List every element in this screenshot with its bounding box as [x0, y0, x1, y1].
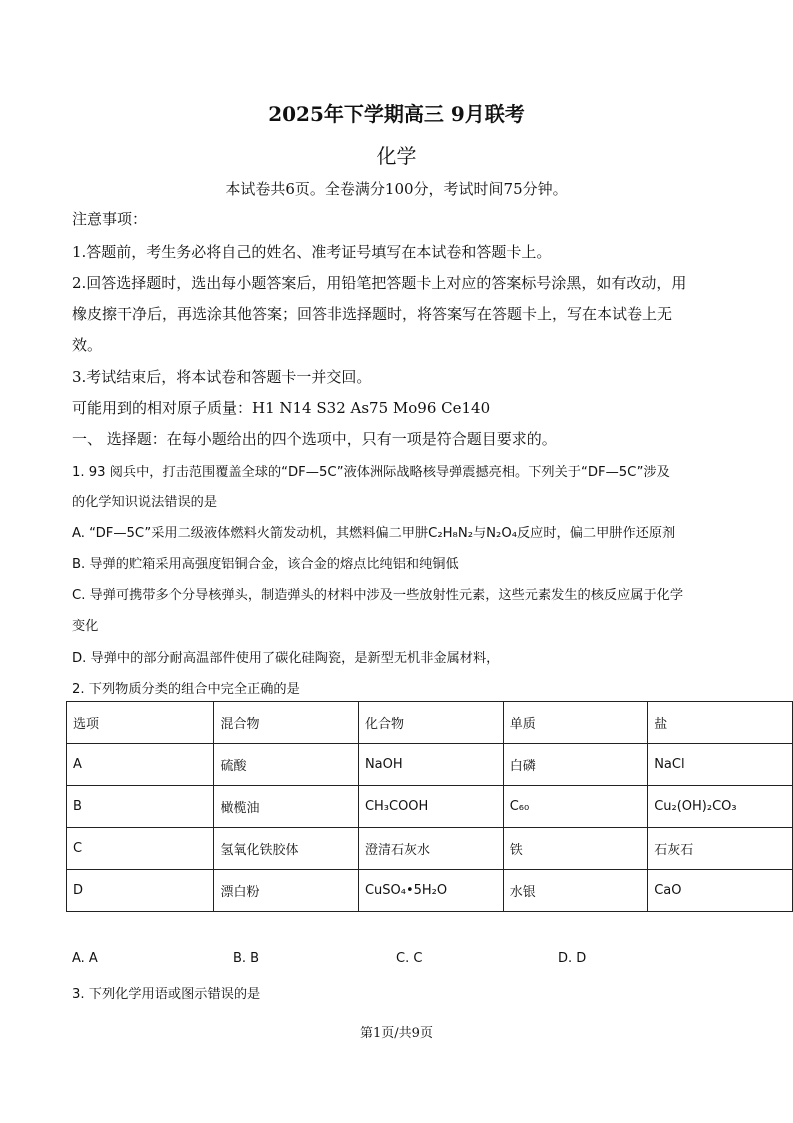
q2-option-b: B. B — [233, 951, 260, 966]
table-cell: 选项 — [67, 702, 214, 744]
table-row — [67, 744, 793, 786]
note-2-line-1: 2.回答选择题时，选出每小题答案后，用铅笔把答题卡上对应的答案标号涂黑，如有改动，用 — [72, 274, 687, 292]
table-cell: NaCl — [648, 744, 793, 786]
table-cell: D — [67, 870, 214, 912]
q2-option-d: D. D — [558, 951, 587, 966]
table-cell: CuSO₄•5H₂O — [358, 870, 503, 912]
atomic-masses: 可能用到的相对原子质量：H1 N14 S32 As75 Mo96 Ce140 — [72, 399, 491, 417]
table-row — [67, 786, 793, 828]
classification-table — [66, 701, 793, 912]
table-cell: 化合物 — [358, 702, 503, 744]
table-cell: 澄清石灰水 — [358, 828, 503, 870]
exam-intro: 本试卷共6页。全卷满分100分，考试时间75分钟。 — [225, 180, 568, 198]
table-cell: 石灰石 — [648, 828, 793, 870]
page-footer: 第1页/共9页 — [360, 1026, 433, 1041]
q1-option-a: A. “DF—5C”采用二级液体燃料火箭发动机，其燃料偏二甲肼C₂H₈N₂与N₂O₄反应时，偏二甲肼作还原剂 — [72, 526, 676, 541]
q1-stem-line-1: 1. 93 阅兵中，打击范围覆盖全球的“DF—5C”液体洲际战略核导弹震撼亮相。下列关于“DF—5C”涉及 — [72, 465, 670, 480]
q2-option-c: C. C — [396, 951, 423, 966]
table-cell: 水银 — [503, 870, 648, 912]
q1-stem-line-2: 的化学知识说法错误的是 — [72, 495, 218, 510]
note-2-line-2: 橡皮擦干净后，再选涂其他答案；回答非选择题时，将答案写在答题卡上，写在本试卷上无 — [72, 305, 673, 323]
note-2-line-3: 效。 — [72, 336, 103, 354]
table-cell: 混合物 — [214, 702, 358, 744]
q1-option-c-line-2: 变化 — [72, 619, 99, 634]
table-cell: Cu₂(OH)₂CO₃ — [648, 786, 793, 828]
table-cell: 白磷 — [503, 744, 648, 786]
q1-option-d: D. 导弹中的部分耐高温部件使用了碳化硅陶瓷，是新型无机非金属材料， — [72, 651, 500, 666]
table-cell: CH₃COOH — [358, 786, 503, 828]
q2-stem: 2. 下列物质分类的组合中完全正确的是 — [72, 682, 300, 697]
note-3: 3.考试结束后，将本试卷和答题卡一并交回。 — [72, 368, 372, 386]
table-cell: 橄榄油 — [214, 786, 358, 828]
q3-stem: 3. 下列化学用语或图示错误的是 — [72, 987, 261, 1002]
table-cell: 硫酸 — [214, 744, 358, 786]
table-row — [67, 828, 793, 870]
table-row — [67, 870, 793, 912]
table-cell: 漂白粉 — [214, 870, 358, 912]
table-cell: 铁 — [503, 828, 648, 870]
exam-subject: 化学 — [376, 144, 417, 168]
table-row — [67, 702, 793, 744]
q1-option-c-line-1: C. 导弹可携带多个分导核弹头，制造弹头的材料中涉及一些放射性元素，这些元素发生的核反应属于化学 — [72, 588, 684, 603]
table-cell: 盐 — [648, 702, 793, 744]
table-cell: A — [67, 744, 214, 786]
note-1: 1.答题前，考生务必将自己的姓名、准考证号填写在本试卷和答题卡上。 — [72, 243, 552, 261]
table-cell: NaOH — [358, 744, 503, 786]
section-heading: 一、 选择题：在每小题给出的四个选项中，只有一项是符合题目要求的。 — [72, 430, 557, 448]
exam-title: 2025年下学期高三 9月联考 — [268, 102, 525, 126]
notes-heading: 注意事项： — [72, 210, 148, 228]
table-cell: 氢氧化铁胶体 — [214, 828, 358, 870]
table-cell: B — [67, 786, 214, 828]
q1-option-b: B. 导弹的贮箱采用高强度铝铜合金，该合金的熔点比纯铝和纯铜低 — [72, 557, 459, 572]
table-cell: 单质 — [503, 702, 648, 744]
q2-option-a: A. A — [72, 951, 98, 966]
table-cell: C — [67, 828, 214, 870]
table-cell: C₆₀ — [503, 786, 648, 828]
table-cell: CaO — [648, 870, 793, 912]
